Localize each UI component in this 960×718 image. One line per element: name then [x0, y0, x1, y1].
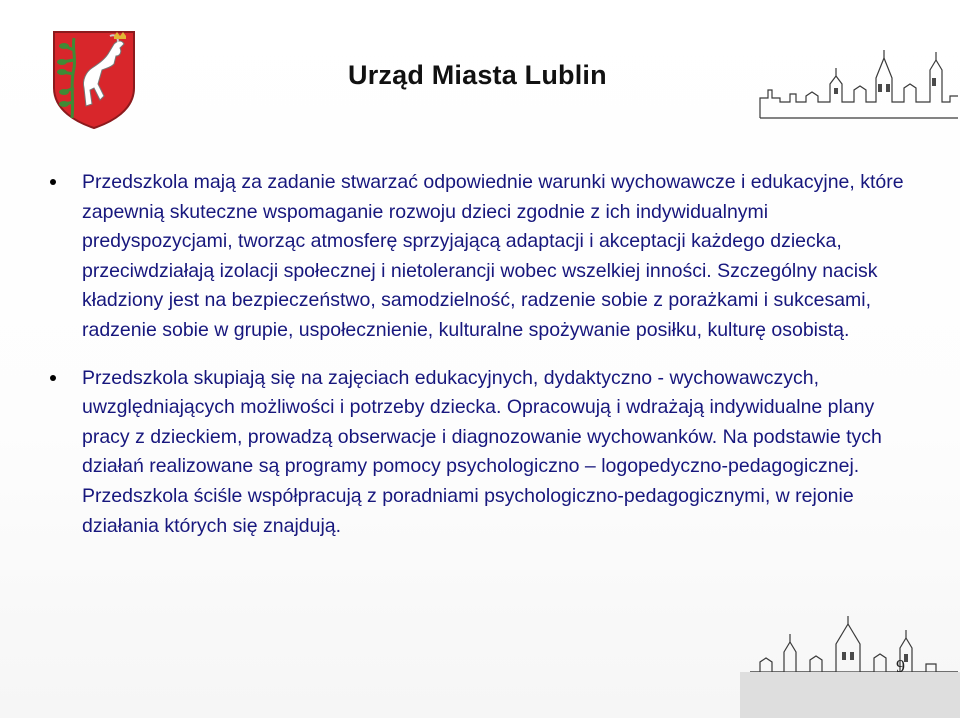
lublin-coat-of-arms-icon	[52, 30, 136, 130]
list-item	[44, 364, 904, 542]
bullet-marker	[50, 375, 56, 381]
page-number: 9	[896, 656, 905, 676]
city-skyline-icon	[640, 40, 960, 120]
bullet-text: Przedszkola skupiają się na zajęciach edukacyjnych, dydaktyczno - wychowawczych, uwzględniających możliwości i potrzeby dziecka. Opracowują i wdrażają indywidualne plany pracy z dzieckiem, prowadzą obserwacje i diagnozowanie wychowanków. Na podstawie tych działań realizowane są programy pomocy psychologiczno – logopedyczno-pedagogicznej. Przedszkola ściśle współpracują z poradniami psychologiczno-pedagogicznymi, w rejonie działania których się znajdują.	[82, 366, 882, 537]
city-skyline-icon	[740, 612, 960, 718]
list-item	[44, 168, 904, 346]
page-title: Urząd Miasta Lublin	[348, 60, 607, 90]
bullet-text: Przedszkola mają za zadanie stwarzać odpowiednie warunki wychowawcze i edukacyjne, które zapewnią skuteczne wspomaganie rozwoju dzieci zgodnie z ich indywidualnymi predyspozycjami, tworząc atmosferę sprzyjającą adaptacji i akceptacji każdego dziecka, przeciwdziałają izolacji społecznej i nietolerancji wobec wszelkiej inności. Szczególny nacisk kładziony jest na bezpieczeństwo, samodzielność, radzenie sobie z porażkami i sukcesami, radzenie sobie w grupie, uspołecznienie, kulturalne spożywanie posiłku, kulturę osobistą.	[82, 171, 904, 341]
bullet-list	[44, 168, 904, 559]
bullet-marker	[50, 179, 56, 185]
